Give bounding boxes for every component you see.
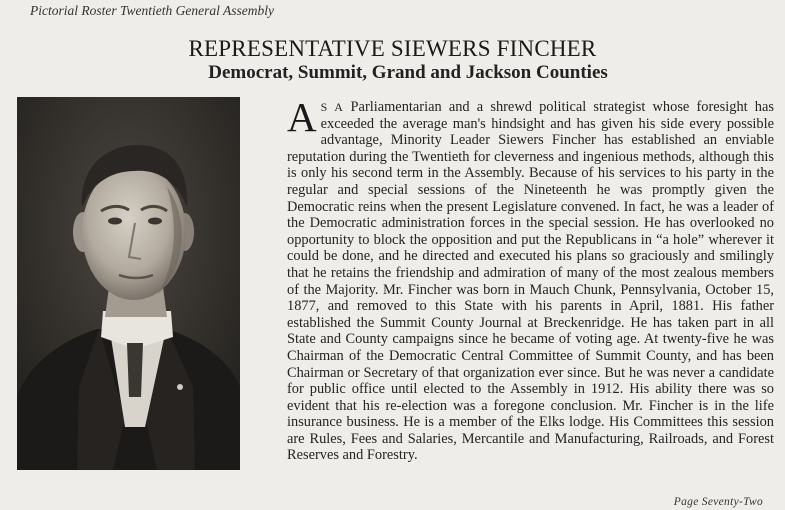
biography-text xyxy=(287,94,774,464)
portrait-illustration xyxy=(17,97,240,470)
page-subtitle: Democrat, Summit, Grand and Jackson Counties xyxy=(208,62,608,83)
biography-body: Parliamentarian and a shrewd political strategist whose foresight has exceeded the average man's hindsight and has given his side every possible advantage, Minority Leader Siewers Fincher has established an enviable reputation during the Twentieth for cleverness and ingenious methods, although this is only his second term in the Assembly. Because of his services to his party in the regular and special sessions of the Nineteenth he was promptly given the Democratic reins when the present Legislature convened. In fact, he was a leader of the Democratic administration forces in the special session. He has overlooked no opportunity to block the opposition and put the Republicans in “a hole” wherever it could be done, and he directed and executed his plans so graciously and smilingly that he retains the friendship and admiration of many of the most zealous members of the Majority. Mr. Fincher was born in Mauch Chunk, Pennsylvania, October 15, 1877, and removed to this State with his parents in April, 1881. His father established the Summit County Journal at Breckenridge. He has taken part in all State and County campaigns since he became of voting age. At twenty-five he was Chairman of the Democratic Central Committee of Summit County, and has been Chairman or Secretary of that organization ever since. But he was never a candidate for public office until elected to the Assembly in 1912. His ability there was so evident that his re-election was a foregone conclusion. Mr. Fincher is in the life insurance business. He is a member of the Elks lodge. His Committees this session are Rules, Fees and Salaries, Mercantile and Manufacturing, Railroads, and Forest Reserves and Forestry. xyxy=(287,99,774,464)
portrait-photo xyxy=(17,97,240,470)
drop-cap: A xyxy=(287,94,317,140)
page-number: Page Seventy-Two xyxy=(673,496,763,508)
lead-in: S A xyxy=(320,100,344,114)
running-head: Pictorial Roster Twentieth General Assembly xyxy=(30,3,274,18)
page-title: REPRESENTATIVE SIEWERS FINCHER xyxy=(188,36,597,61)
